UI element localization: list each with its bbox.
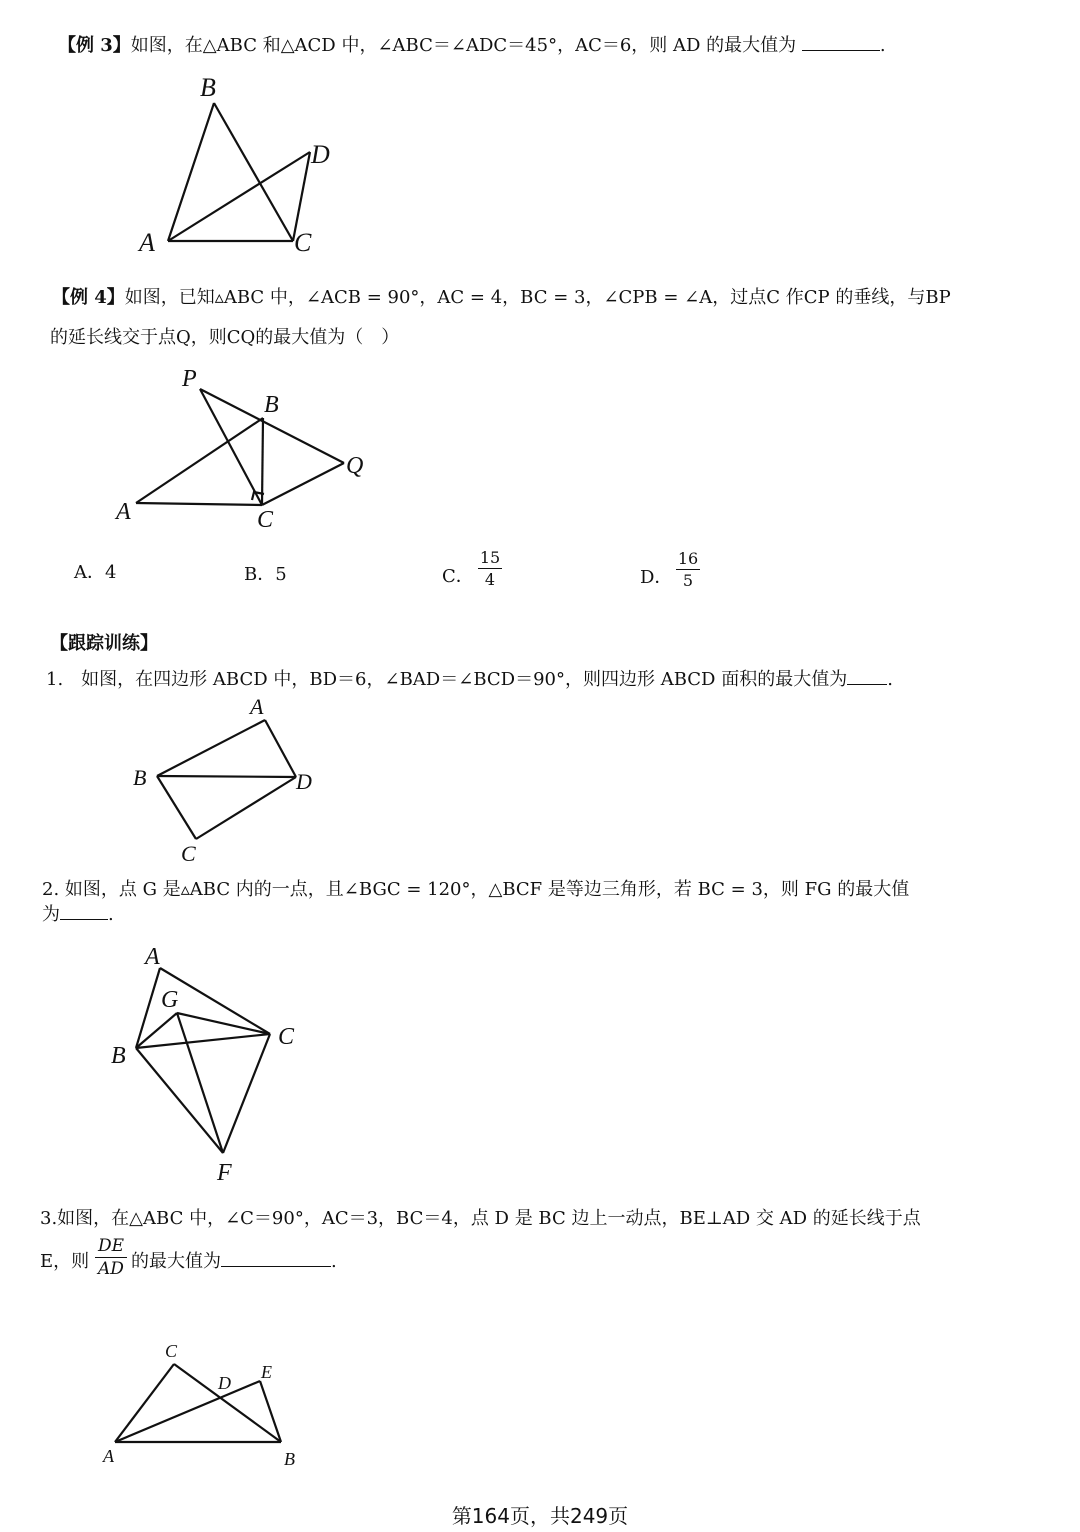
segment-ac [136,503,262,505]
point-label-a: A [103,1446,114,1466]
segment-ba [157,720,265,776]
example-4-text1: 如图，已知▵ABC 中，∠ACB = 90°，AC = 4，BC = 3，∠CPB = ∠A，过点C 作CP 的垂线，与BP [124,287,951,308]
point-label-a: A [250,694,264,719]
q3-question-line1: 3.如图，在△ABC 中，∠C＝90°，AC＝3，BC＝4，点 D 是 BC 边上一动点，BE⊥AD 交 AD 的延长线于点 [40,1208,921,1229]
segment-bc [136,1034,270,1048]
point-label-a: A [145,944,160,970]
answer-blank[interactable] [60,919,108,920]
q2-question-line2: 为 . [42,904,114,925]
q1-question: 1. 如图，在四边形 ABCD 中，BD＝6，∠BAD＝∠BCD＝90°，则四边形 ABCD 面积的最大值为 . [46,669,893,690]
point-label-b: B [200,73,216,102]
option-c[interactable]: C． [442,566,474,587]
segment-eb [260,1381,281,1442]
point-label-c: C [278,1024,295,1050]
example-3-text: 如图，在△ABC 和△ACD 中，∠ABC＝∠ADC＝45°，AC＝6，则 AD 的最大值为 [130,35,797,56]
option-d-fraction: 16 5 [677,549,699,590]
example-3-tag: 【例 3】 [58,35,131,56]
example-4-question-line1 [52,286,951,310]
training-title: 【跟踪训练】 [50,633,158,654]
answer-blank[interactable] [847,684,887,685]
option-d[interactable]: D． [640,567,673,588]
segment-cb [174,1364,281,1442]
segment-ac [115,1364,174,1442]
option-c-fraction: 15 4 [479,548,501,589]
segment-bg [136,1013,177,1048]
segment-bc [214,103,293,241]
segment-gf [177,1013,223,1153]
segment-bd [157,776,296,777]
q3-fraction: DE AD [95,1236,127,1279]
point-label-c: C [294,228,312,257]
answer-blank[interactable] [802,50,880,51]
q3-question-line2: E，则 [40,1251,90,1272]
point-label-p: P [182,366,197,392]
segment-ae [115,1381,260,1442]
option-a[interactable]: A．4 [74,562,117,583]
point-label-q: Q [346,453,364,479]
segment-bf [136,1048,223,1153]
point-label-c: C [257,507,274,533]
point-label-b: B [133,765,147,790]
right-angle-mark [252,492,264,500]
segment-pc [200,389,262,505]
point-label-a: A [116,499,131,525]
segment-ab [136,418,263,503]
point-label-e: E [261,1362,272,1382]
segment-ad [168,152,310,241]
segment-bc [262,418,263,505]
q2-question-line1: 2. 如图，点 G 是▵ABC 内的一点，且∠BGC = 120°，△BCF 是等边三角形，若 BC = 3，则 FG 的最大值 [42,879,910,900]
segment-pq [200,389,344,463]
q3-question-line2-end: 的最大值为 . [131,1251,337,1272]
segment-dc [293,152,310,241]
example-4-question-line2: 的延长线交于点Q，则CQ的最大值为（ ） [50,327,400,348]
point-label-f: F [217,1160,232,1186]
point-label-a: A [139,228,155,257]
segment-ab [168,103,214,241]
segment-cf [223,1034,270,1153]
example-3-question: 【例 3】如图，在△ABC 和△ACD 中，∠ABC＝∠ADC＝45°，AC＝6，则 AD 的最大值为 . [58,35,886,56]
segment-gc [177,1013,270,1034]
segment-bc [157,776,196,839]
segment-ad [265,720,296,777]
option-b[interactable]: B．5 [244,564,287,585]
segment-ac [160,968,270,1034]
point-label-g: G [161,987,179,1013]
point-label-d: D [296,769,312,794]
example-4-tag: 【例 4】 [52,287,125,308]
point-label-b: B [264,392,279,418]
answer-blank[interactable] [221,1266,331,1267]
segment-cd [196,777,296,839]
segment-cq [262,463,344,505]
point-label-d: D [311,140,330,169]
point-label-d: D [218,1373,231,1393]
page-number: 第164页，共249页 [451,1504,629,1528]
point-label-c: C [165,1341,178,1361]
point-label-b: B [284,1449,295,1469]
point-label-c: C [181,841,196,866]
point-label-b: B [111,1043,126,1069]
segment-ab [136,968,160,1048]
